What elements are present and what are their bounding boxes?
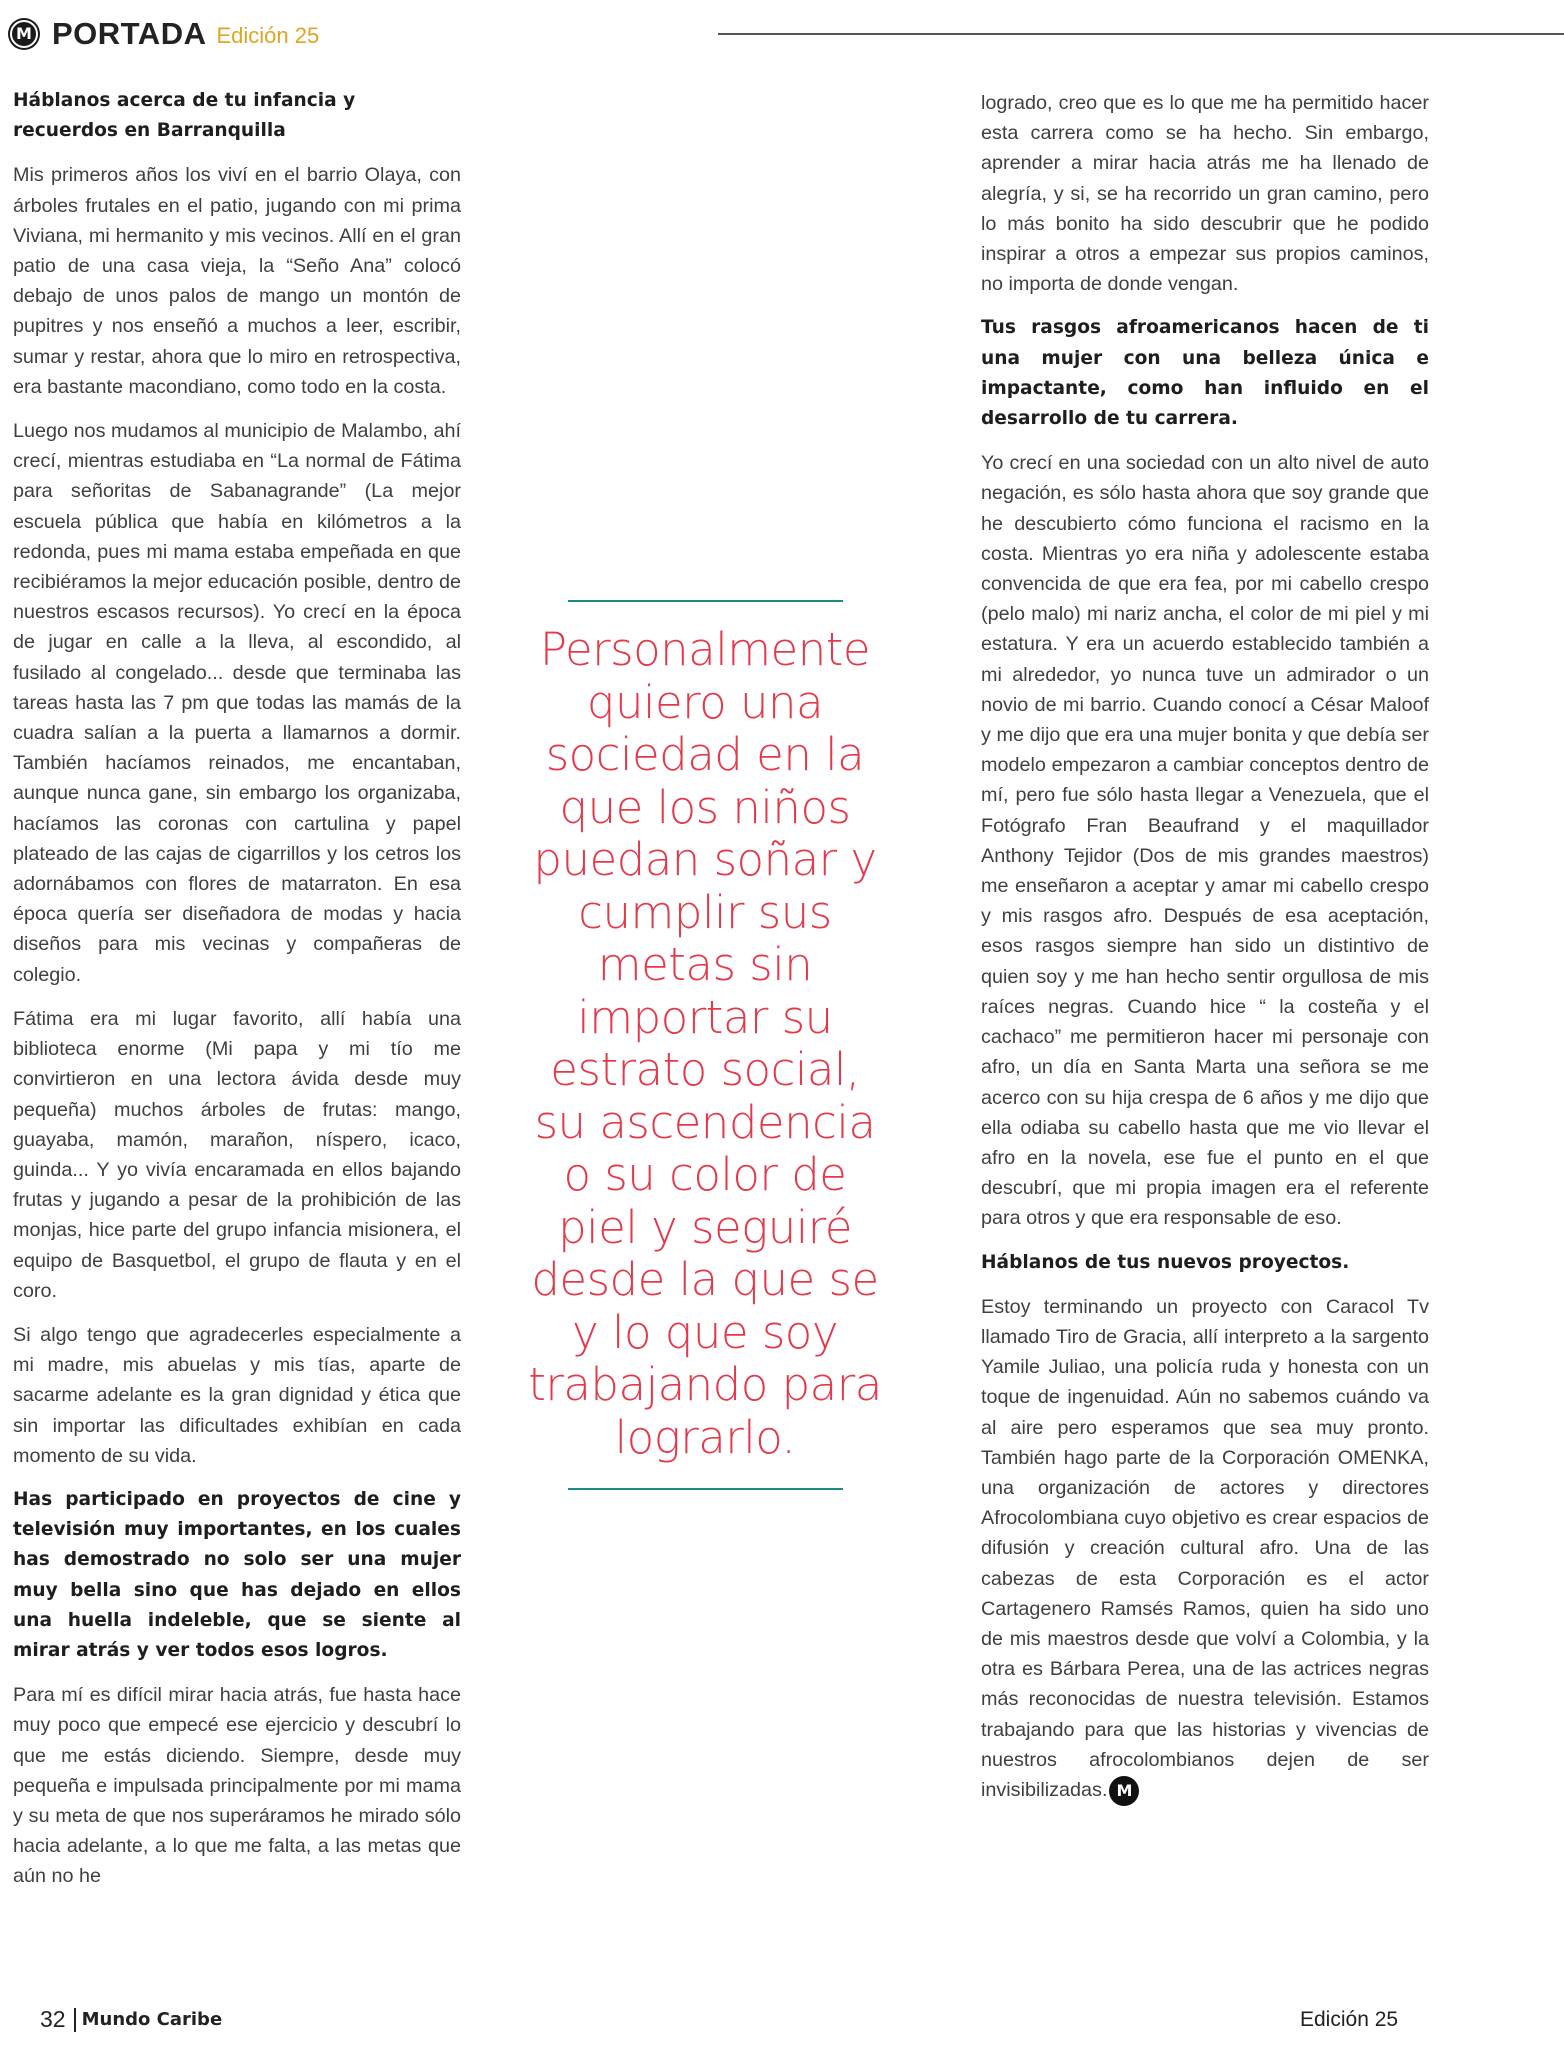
header-rule	[718, 33, 1564, 35]
paragraph-text: Fátima era mi lugar favorito, allí había una biblioteca enorme (Mi papa y mi tío me convirtieron en una lectora ávida desde muy pequeña) muchos árboles de frutas: mango, guayaba, mamón, marañon, níspero, icaco, guinda... Y yo vivía encaramada en ellos bajando frutas y jugando a pesar de la prohibición de las monjas, hice parte del grupo infancia misionera, el equipo de Basquetbol, el grupo de flauta y en el coro.	[13, 1007, 461, 1302]
footer-divider	[74, 2008, 76, 2032]
question-heading	[981, 313, 1429, 434]
page-header	[8, 14, 319, 54]
footer-edition: Edición 25	[1300, 2008, 1399, 2031]
footer-left	[40, 2006, 222, 2033]
logo-letter: M	[10, 20, 38, 48]
question-text: Háblanos acerca de tu infancia y recuerdos en Barranquilla	[13, 90, 356, 142]
body-paragraph	[981, 1292, 1429, 1806]
end-mark-icon: M	[1109, 1776, 1139, 1806]
body-paragraph	[13, 160, 461, 402]
body-paragraph	[13, 1004, 461, 1306]
magazine-logo-icon	[8, 18, 40, 50]
paragraph-text: logrado, creo que es lo que me ha permitido hacer esta carrera como se ha hecho. Sin embargo, aprender a mirar hacia atrás me ha llenado de alegría, y si, se ha recorrido un gran camino, pero lo más bonito ha sido descubrir que he podido inspirar a otros a empezar sus propios caminos, no importa de donde vengan.	[981, 92, 1429, 296]
section-title: PORTADA	[52, 16, 207, 51]
body-paragraph	[13, 1320, 461, 1471]
question-text: Háblanos de tus nuevos proyectos.	[981, 1251, 1350, 1273]
pull-quote-bottom-rule	[568, 1488, 843, 1490]
question-text: Has participado en proyectos de cine y televisión muy importantes, en los cuales has demostrado no solo ser una mujer muy bella sino que has dejado en ellos una huella indeleble, que se siente al mirar atrás y ver todos esos logros.	[13, 1488, 461, 1661]
header-edition: Edición 25	[216, 23, 320, 48]
paragraph-text: Yo crecí en una sociedad con un alto nivel de auto negación, es sólo hasta ahora que soy grande que he descubierto cómo funciona el racismo en la costa. Mientras yo era niña y adolescente estaba convencida de que era fea, por mi cabello crespo (pelo malo) mi nariz ancha, el color de mi piel y mi estatura. Y era un acuerdo establecido también a mi alrededor, yo nunca tuve un admirador o un novio de mi barrio. Cuando conocí a César Maloof y me dijo que era una mujer bonita y que debía ser modelo empezaron a cambiar conceptos dentro de mí, pero fue sólo hasta llegar a Venezuela, que el Fotógrafo Fran Beaufrand y el maquillador Anthony Tejidor (Dos de mis grandes maestros) me enseñaron a aceptar y amar mi cabello crespo y mis rasgos afro. Después de esa aceptación, esos rasgos siempre han sido un distintivo de quien soy y me han hecho sentir orgullosa de mis raíces negras. Cuando hice “ la costeña y el cachaco” me permitieron hacer mi personaje con afro, un día en Santa Marta una señora se me acerco con su hija crespa de 6 años y me dijo que ella odiaba su cabello hasta que me vio llevar el afro en la novela, ese fue el punto en el que descubrí, que mi propia imagen era el referente para otros y que era responsable de eso.	[981, 452, 1429, 1230]
body-paragraph	[13, 416, 461, 990]
question-heading	[13, 1485, 461, 1666]
paragraph-text: Si algo tengo que agradecerles especialmente a mi madre, mis abuelas y mis tías, aparte de sacarme adelante es la gran dignidad y ética que sin importar las dificultades exhibían en cada momento de su vida.	[13, 1323, 461, 1467]
magazine-name: Mundo Caribe	[81, 2009, 223, 2030]
body-paragraph	[981, 448, 1429, 1233]
pull-quote-text: Personalmente quiero una sociedad en la que los niños puedan soñar y cumplir sus metas sin importar su estrato social, su ascendencia o su color de piel y seguiré desde la que se y lo que soy trabajando para lograrlo.	[528, 623, 882, 1464]
paragraph-text: Estoy terminando un proyecto con Caracol Tv llamado Tiro de Gracia, allí interpreto a la sargento Yamile Juliao, una policía ruda y honesta con un toque de ingenuidad. Aún no sabemos cuándo va al aire pero esperamos que sea muy pronto. También hago parte de la Corporación OMENKA, una organización de actores y directores Afrocolombiana cuyo objetivo es crear espacios de difusión y creación cultural afro. Una de las cabezas de esta Corporación es el actor Cartagenero Ramsés Ramos, quien ha sido uno de mis maestros desde que volví a Colombia, y la otra es Bárbara Perea, una de las actrices negras más reconocidas de nuestra televisión. Estamos trabajando para que las historias y vivencias de nuestros afrocolombianos dejen de ser invisibilizadas.	[981, 1295, 1429, 1801]
pull-quote-top-rule	[568, 600, 843, 602]
right-column	[981, 88, 1429, 1820]
body-paragraph	[981, 88, 1429, 299]
left-column	[13, 86, 461, 1906]
body-paragraph	[13, 1680, 461, 1891]
question-heading	[13, 86, 461, 146]
paragraph-text: Para mí es difícil mirar hacia atrás, fue hasta hace muy poco que empecé ese ejercicio y descubrí lo que me estás diciendo. Siempre, desde muy pequeña e impulsada principalmente por mi mama y su meta de que nos superáramos he mirado sólo hacia adelante, a lo que me falta, a las metas que aún no he	[13, 1684, 461, 1888]
pull-quote	[520, 600, 890, 1490]
paragraph-text: Luego nos mudamos al municipio de Malambo, ahí crecí, mientras estudiaba en “La normal de Fátima para señoritas de Sabanagrande” (La mejor escuela pública que había en kilómetros a la redonda, pues mi mama estaba empeñada en que recibiéramos la mejor educación posible, dentro de nuestros escasos recursos). Yo crecí en la época de jugar en calle a la lleva, al escondido, al fusilado al congelado... desde que terminaba las tareas hasta las 7 pm que todas las mamás de la cuadra salían a la puerta a llamarnos a dormir. También hacíamos reinados, me encantaban, aunque nunca gane, sin embargo los organizaba, hacíamos las coronas con cartulina y papel plateado de las cajas de cigarrillos y los cetros los adornábamos con flores de matarraton. En esa época quería ser diseñadora de modas y hacia diseños para mis vecinas y compañeras de colegio.	[13, 420, 461, 986]
paragraph-text: Mis primeros años los viví en el barrio Olaya, con árboles frutales en el patio, jugando con mi prima Viviana, mi hermanito y mis vecinos. Allí en el gran patio de una casa vieja, la “Seño Ana” colocó debajo de unos palos de mango un montón de pupitres y nos enseñó a muchos a leer, escribir, sumar y restar, ahora que lo miro en retrospectiva, era bastante macondiano, como todo en la costa.	[13, 164, 461, 398]
question-heading	[981, 1248, 1429, 1278]
page-number: 32	[40, 2006, 66, 2032]
question-text: Tus rasgos afroamericanos hacen de ti una mujer con una belleza única e impactante, como han influido en el desarrollo de tu carrera.	[981, 317, 1429, 430]
